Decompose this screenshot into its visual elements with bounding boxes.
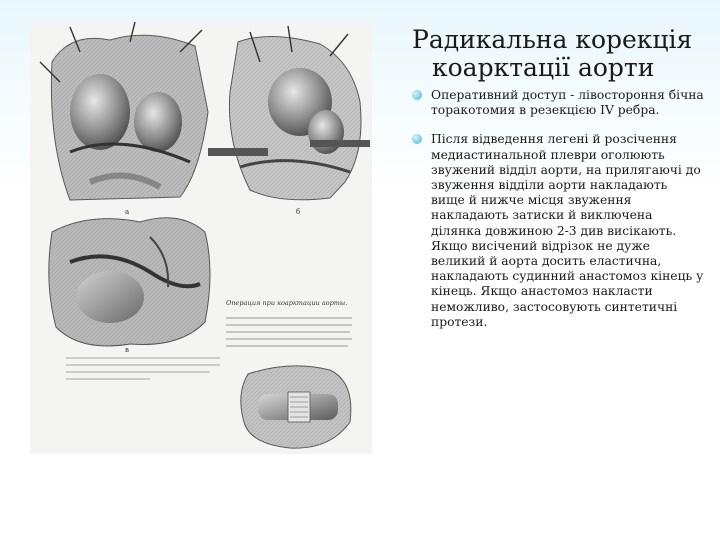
illustration-a (40, 22, 208, 200)
surgery-illustration-panel (30, 22, 372, 454)
caption-title: Операция при коарктации аорты. (226, 299, 348, 307)
illustration-v (49, 218, 210, 346)
illustration-anastomosis (241, 366, 351, 448)
bullet-dot-icon (412, 90, 422, 100)
left-caption-lines (66, 358, 220, 379)
title-line-1: Радикальна корекція (412, 25, 693, 54)
bullet-list (412, 88, 704, 344)
bullet-text: Оперативний доступ - лівостороння бічна торакотомия в резекцією IV ребра. (431, 88, 704, 118)
label-v: в (125, 346, 129, 354)
bullet-item (412, 88, 704, 118)
bullet-text: Після відведення легені й розсічення медиастинальной плеври оголюють звужений відділ аорти, на прилягаючі до звуження відділи аорти накладають вище й нижче місця звуження накладають затиски й виключена ділянка довжиною 2-3 див висікають. Якщо висічений відрізок не дуже великий й аорта досить еластична, накладають судинний анастомоз кінець у кінець. Якщо анастомоз накласти неможливо, застосовують синтетичні протези. (431, 132, 704, 329)
bullet-item (412, 132, 704, 330)
bullet-dot-icon (412, 134, 422, 144)
illustration-b (208, 26, 370, 200)
surgery-illustration (30, 22, 372, 454)
slide-title (412, 26, 712, 82)
label-a: а (125, 208, 130, 216)
figure-caption (226, 299, 352, 346)
label-b: б (296, 208, 301, 216)
title-line-2: коарктації аорти (432, 53, 655, 82)
